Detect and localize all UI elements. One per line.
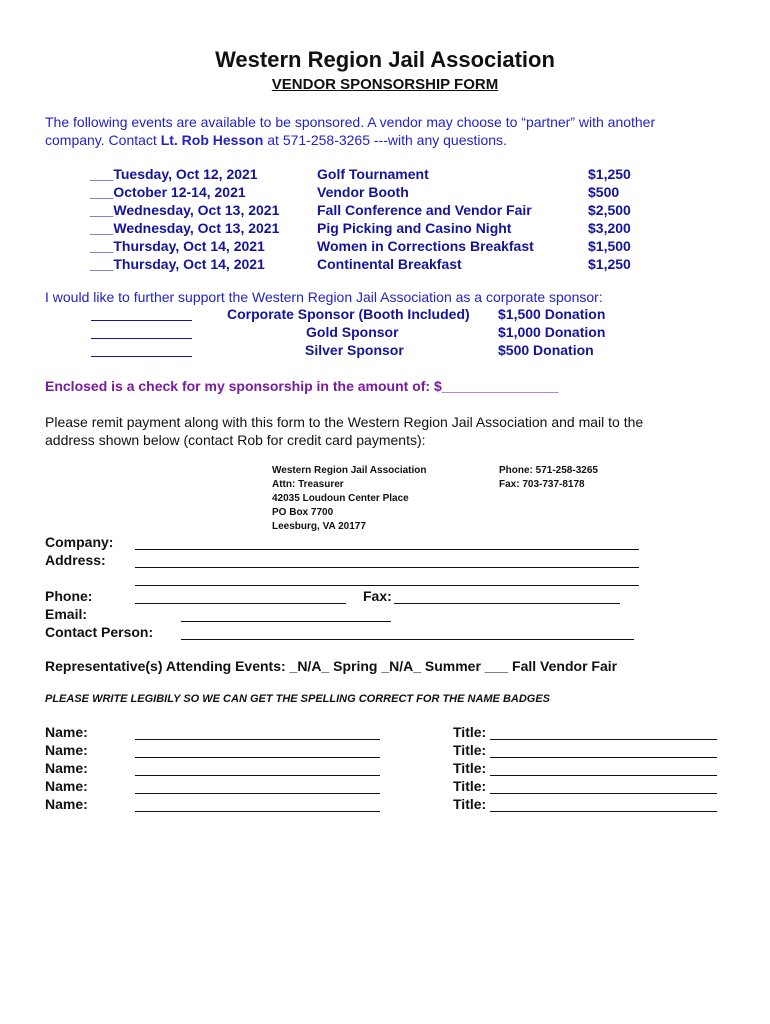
address-line: Western Region Jail Association — [272, 465, 427, 476]
attendee-title-input[interactable] — [490, 775, 717, 776]
contact-phone: Phone: 571-258-3265 — [499, 465, 598, 476]
contact-person-label: Contact Person: — [45, 624, 154, 640]
event-date[interactable]: ___Thursday, Oct 14, 2021 — [90, 238, 265, 254]
event-price: $1,250 — [588, 166, 631, 182]
support-text: I would like to further support the Western Region Jail Association as a corporate sponsor: — [45, 289, 603, 305]
company-label: Company: — [45, 534, 114, 550]
address-input-line-2[interactable] — [135, 585, 639, 586]
gold-sponsor-label: Gold Sponsor — [306, 324, 399, 340]
representatives-attending[interactable]: Representative(s) Attending Events: _N/A_ Spring _N/A_ Summer ___ Fall Vendor Fair — [45, 658, 618, 674]
event-price: $1,250 — [588, 256, 631, 272]
attendee-name-input[interactable] — [135, 739, 380, 740]
contact-person-input-line[interactable] — [181, 639, 634, 640]
attendee-title-label: Title: — [453, 760, 487, 776]
event-dates — [90, 165, 279, 273]
attendee-title-input[interactable] — [490, 757, 717, 758]
remit-line-2: address shown below (contact Rob for credit card payments): — [45, 432, 426, 448]
attendee-title-label: Title: — [453, 796, 487, 812]
contact-numbers — [499, 464, 598, 492]
form-title: Western Region Jail Association — [215, 47, 555, 72]
event-name: Continental Breakfast — [317, 256, 462, 272]
event-price: $2,500 — [588, 202, 631, 218]
phone-input-line[interactable] — [135, 603, 346, 604]
attendee-name-label: Name: — [45, 796, 88, 812]
form-subtitle: VENDOR SPONSORSHIP FORM — [271, 76, 499, 93]
contact-fax: Fax: 703-737-8178 — [499, 479, 585, 490]
address-line: Leesburg, VA 20177 — [272, 521, 366, 532]
attendee-name-input[interactable] — [135, 793, 380, 794]
event-name: Pig Picking and Casino Night — [317, 220, 512, 236]
intro-line-2 — [45, 131, 655, 149]
gold-sponsor-checkline[interactable] — [91, 338, 192, 339]
event-name: Golf Tournament — [317, 166, 429, 182]
event-date[interactable]: ___Thursday, Oct 14, 2021 — [90, 256, 265, 272]
event-prices — [588, 165, 631, 273]
company-input-line[interactable] — [135, 549, 639, 550]
attendee-title-label: Title: — [453, 778, 487, 794]
remit-instructions — [45, 413, 643, 449]
event-name: Fall Conference and Vendor Fair — [317, 202, 532, 218]
event-date[interactable]: ___Tuesday, Oct 12, 2021 — [90, 166, 258, 182]
attendee-title-input[interactable] — [490, 739, 717, 740]
event-date[interactable]: ___Wednesday, Oct 13, 2021 — [90, 202, 280, 218]
attendee-title-input[interactable] — [490, 811, 717, 812]
address-label: Address: — [45, 552, 106, 568]
attendee-title-label: Title: — [453, 742, 487, 758]
remit-line-1: Please remit payment along with this form to the Western Region Jail Association and mail to the — [45, 414, 644, 430]
attendee-title-label: Title: — [453, 724, 487, 740]
event-date[interactable]: ___October 12-14, 2021 — [90, 184, 246, 200]
phone-label: Phone: — [45, 588, 93, 604]
address-line: PO Box 7700 — [272, 507, 334, 518]
attendee-name-input[interactable] — [135, 811, 380, 812]
intro-line-2-post: at 571-258-3265 ---with any questions. — [263, 132, 507, 148]
corporate-sponsor-checkline[interactable] — [91, 320, 192, 321]
intro-line-2-pre: company. Contact — [45, 132, 161, 148]
attendee-name-input[interactable] — [135, 757, 380, 758]
mailing-address — [272, 464, 426, 534]
attendee-name-label: Name: — [45, 760, 88, 776]
intro-line-1: The following events are available to be sponsored. A vendor may choose to “partner” with another — [45, 114, 656, 130]
attendee-title-input[interactable] — [490, 793, 717, 794]
fax-label: Fax: — [363, 588, 392, 604]
attendee-name-label: Name: — [45, 742, 88, 758]
intro-text — [45, 113, 655, 149]
email-label: Email: — [45, 606, 88, 622]
event-price: $1,500 — [588, 238, 631, 254]
attendee-name-label: Name: — [45, 724, 88, 740]
event-price: $3,200 — [588, 220, 631, 236]
event-date[interactable]: ___Wednesday, Oct 13, 2021 — [90, 220, 280, 236]
gold-sponsor-amount: $1,000 Donation — [498, 324, 606, 340]
attendee-name-input[interactable] — [135, 775, 380, 776]
address-line: Attn: Treasurer — [272, 479, 344, 490]
legible-note: PLEASE WRITE LEGIBILY SO WE CAN GET THE SPELLING CORRECT FOR THE NAME BADGES — [45, 693, 551, 705]
attendee-name-label: Name: — [45, 778, 88, 794]
corporate-sponsor-amount: $1,500 Donation — [498, 306, 606, 322]
event-name: Women in Corrections Breakfast — [317, 238, 534, 254]
event-name: Vendor Booth — [317, 184, 409, 200]
contact-name: Lt. Rob Hesson — [160, 132, 264, 148]
event-price: $500 — [588, 184, 620, 200]
silver-sponsor-amount: $500 Donation — [498, 342, 594, 358]
enclosed-amount-line[interactable]: Enclosed is a check for my sponsorship in the amount of: $_______________ — [45, 378, 559, 394]
fax-input-line[interactable] — [394, 603, 620, 604]
silver-sponsor-label: Silver Sponsor — [305, 342, 404, 358]
silver-sponsor-checkline[interactable] — [91, 356, 192, 357]
address-line: 42035 Loudoun Center Place — [272, 493, 409, 504]
address-input-line[interactable] — [135, 567, 639, 568]
corporate-sponsor-label: Corporate Sponsor (Booth Included) — [227, 306, 470, 322]
email-input-line[interactable] — [181, 621, 391, 622]
event-names — [317, 165, 534, 273]
